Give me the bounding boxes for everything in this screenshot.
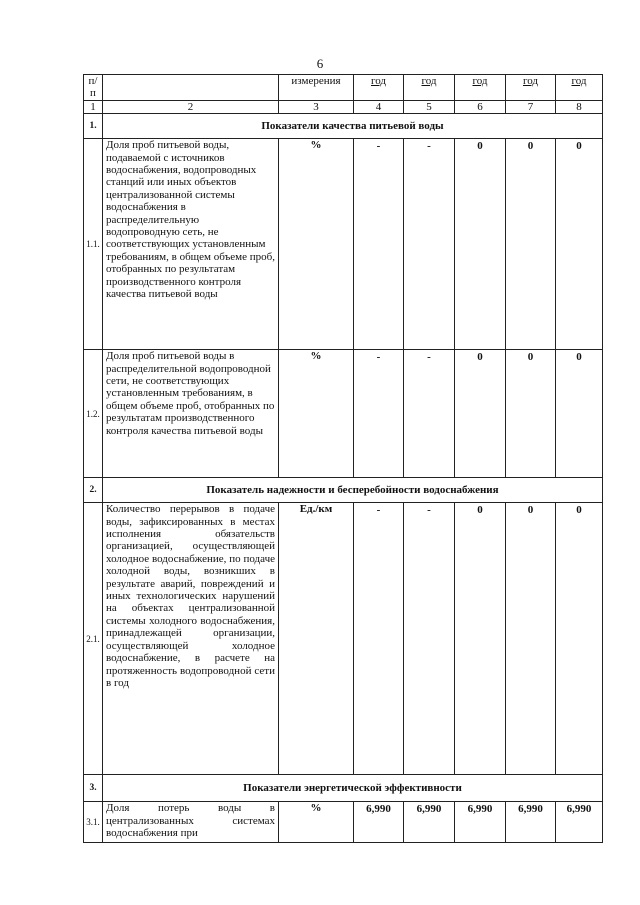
- column-index-row: [84, 100, 603, 113]
- column-index-5: 5: [404, 100, 455, 113]
- value-cell: 6,990: [506, 802, 556, 843]
- header-year-8: год: [556, 75, 603, 101]
- value-cell: 0: [506, 503, 556, 775]
- table-row: [84, 139, 603, 350]
- section-number: 3.: [84, 775, 103, 802]
- header-year-7: год: [506, 75, 556, 101]
- value-cell: 6,990: [354, 802, 404, 843]
- column-index-4: 4: [354, 100, 404, 113]
- header-year-5: год: [404, 75, 455, 101]
- value-cell: -: [404, 139, 455, 350]
- section-number: 1.: [84, 114, 103, 139]
- indicators-table: [83, 74, 603, 843]
- value-cell: 6,990: [455, 802, 506, 843]
- section-row: [84, 775, 603, 802]
- section-number: 2.: [84, 478, 103, 503]
- value-cell: 0: [556, 139, 603, 350]
- column-index-3: 3: [279, 100, 354, 113]
- row-number: 2.1.: [84, 503, 103, 775]
- value-cell: -: [354, 503, 404, 775]
- value-cell: 0: [455, 139, 506, 350]
- row-number: 1.2.: [84, 350, 103, 478]
- column-index-2: 2: [103, 100, 279, 113]
- unit-cell: Ед./км: [279, 503, 354, 775]
- header-year-4: год: [354, 75, 404, 101]
- column-index-7: 7: [506, 100, 556, 113]
- value-cell: 6,990: [556, 802, 603, 843]
- value-cell: 0: [556, 503, 603, 775]
- column-index-1: 1: [84, 100, 103, 113]
- value-cell: 6,990: [404, 802, 455, 843]
- table-row: [84, 350, 603, 478]
- indicator-name: Доля потерь воды в централизованных системах водоснабжения при: [103, 802, 279, 843]
- value-cell: 0: [506, 350, 556, 478]
- value-cell: 0: [455, 503, 506, 775]
- section-row: [84, 114, 603, 139]
- value-cell: 0: [556, 350, 603, 478]
- section-row: [84, 478, 603, 503]
- header-col-name: [103, 75, 279, 101]
- unit-cell: %: [279, 350, 354, 478]
- table-row: [84, 802, 603, 843]
- header-row: [84, 75, 603, 101]
- unit-cell: %: [279, 802, 354, 843]
- row-number: 1.1.: [84, 139, 103, 350]
- section-title: Показатели энергетической эффективности: [103, 775, 603, 802]
- indicator-name: Количество перерывов в подаче воды, зафиксированных в местах исполнения обязательств организацией, осуществляющей холодное водоснабжение, по подаче холодной воды, возникших в результате аварий, повреждений и иных технологических нарушений на объектах централизованной системы холодного водоснабжения, принадлежащей организации, осуществляющей холодное водоснабжение, в расчете на протяженность водопроводной сети в год: [103, 503, 279, 775]
- value-cell: 0: [455, 350, 506, 478]
- value-cell: -: [354, 350, 404, 478]
- indicator-name: Доля проб питьевой воды в распределительной водопроводной сети, не соответствующих установленным требованиям, в общем объеме проб, отобранных по результатам производственного контроля качества питьевой воды: [103, 350, 279, 478]
- value-cell: -: [404, 350, 455, 478]
- table-row: [84, 503, 603, 775]
- row-number: 3.1.: [84, 802, 103, 843]
- value-cell: 0: [506, 139, 556, 350]
- page-number: 6: [316, 56, 324, 71]
- value-cell: -: [354, 139, 404, 350]
- header-year-6: год: [455, 75, 506, 101]
- section-title: Показатели качества питьевой воды: [103, 114, 603, 139]
- indicator-name: Доля проб питьевой воды, подаваемой с источников водоснабжения, водопроводных станций или иных объектов централизованной системы водоснабжения в распределительную водопроводную сеть, не соответствующих установленным требованиям, в общем объеме проб, отобранных по результатам производственного контроля качества питьевой воды: [103, 139, 279, 350]
- value-cell: -: [404, 503, 455, 775]
- section-title: Показатель надежности и бесперебойности водоснабжения: [103, 478, 603, 503]
- header-col-num: п/п: [84, 75, 103, 101]
- column-index-6: 6: [455, 100, 506, 113]
- column-index-8: 8: [556, 100, 603, 113]
- unit-cell: %: [279, 139, 354, 350]
- header-col-unit: измерения: [279, 75, 354, 101]
